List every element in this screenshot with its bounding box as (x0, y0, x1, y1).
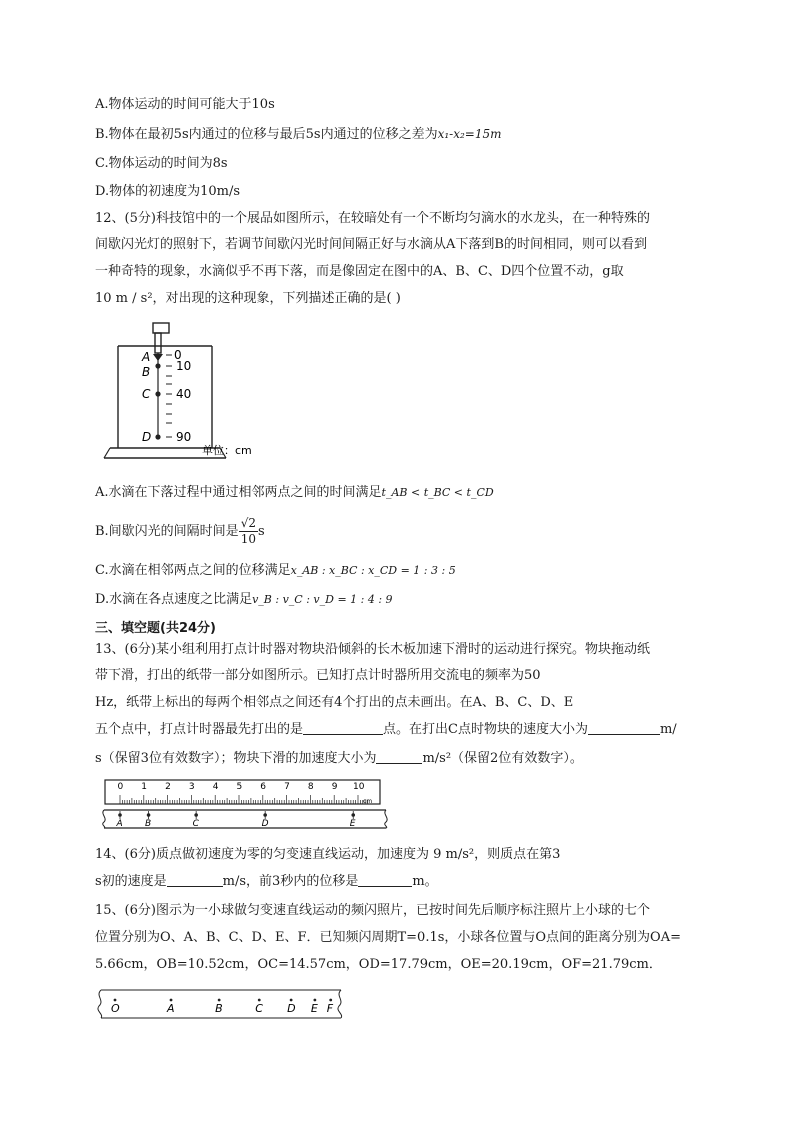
tape-point-label-b: B (145, 819, 152, 829)
q11-option-d: D.物体的初速度为10m/s (95, 184, 241, 199)
q13-stem-line-1: 13、(6分)某小组利用打点计时器对物块沿倾斜的长木板加速下滑时的运动进行探究。物块拖动纸 (95, 642, 650, 657)
q15-stem-line-3: 5.66cm，OB=10.52cm，OC=14.57cm，OD=17.79cm，OE=20.19cm，OF=21.79cm． (95, 957, 662, 972)
ruler-unit: cm (363, 798, 373, 805)
q13-blank-3[interactable] (376, 750, 422, 764)
q13-blank-1[interactable] (303, 721, 383, 735)
strobe-point-label-o: O (111, 1002, 120, 1015)
q13-stem-line-5 (95, 750, 583, 768)
q14-stem-line-1: 14、(6分)质点做初速度为零的匀变速直线运动，加速度为 9 m/s²，则质点在第3 (95, 847, 561, 862)
scale-label-10: 10 (176, 359, 192, 373)
strobe-point-o (114, 999, 117, 1002)
ruler-tick-label: 9 (331, 782, 338, 792)
unit-label: 单位：cm (202, 444, 252, 457)
ruler-tick-label: 3 (188, 782, 195, 792)
q12-option-a (95, 484, 494, 502)
q12-option-b-fraction (239, 516, 258, 547)
q11-option-a: A.物体运动的时间可能大于10s (95, 97, 275, 112)
section-title: 三、填空题(共24分) (95, 621, 216, 636)
q15-stem-line-2: 位置分别为O、A、B、C、D、E、F．已知频闪周期T=0.1s，小球各位置与O点间的距离分别为OA= (95, 930, 681, 945)
q14-blank-1[interactable] (167, 873, 223, 887)
q14-stem-line-2 (95, 873, 438, 891)
strobe-point-d (290, 999, 293, 1002)
ruler-tick-label: 10 (353, 782, 365, 792)
q14-line-2-text-c: m。 (412, 874, 438, 889)
strobe-point-e (313, 999, 316, 1002)
tape-point-label-d: D (261, 819, 269, 829)
strobe-point-c (258, 999, 261, 1002)
q13-line-4-text-b: 点。在打出C点时物块的速度大小为 (383, 722, 588, 737)
tape-point-label-c: C (192, 819, 199, 829)
point-label-c: C (142, 387, 151, 401)
ruler-tick-label: 1 (141, 782, 148, 792)
q14-blank-2[interactable] (358, 873, 412, 887)
q11-option-b (95, 125, 502, 144)
strobe-point-label-c: C (255, 1002, 263, 1015)
tape-point-label-a: A (116, 819, 123, 829)
q12-option-c-text: C.水滴在相邻两点之间的位移满足 (95, 563, 291, 578)
q13-ruler-tape-figure (100, 778, 390, 836)
q12-option-b-unit: s (257, 524, 265, 539)
q11-option-b-expr: x₁-x₂=15m (437, 127, 502, 141)
ruler-tick-label: 4 (212, 782, 219, 792)
ruler-tick-label: 7 (284, 782, 290, 792)
scale-label-90: 90 (176, 430, 192, 444)
q12-dripping-faucet-figure (100, 320, 290, 470)
q13-line-5-text-a: s（保留3位有效数字）；物块下滑的加速度大小为 (95, 751, 377, 766)
q12-option-b-numerator: √2 (240, 516, 256, 530)
q13-stem-line-4 (95, 721, 677, 739)
q12-option-c (95, 562, 456, 580)
q13-stem-line-3: Hz，纸带上标出的每两个相邻点之间还有4个打出的点未画出。在A、B、C、D、E (95, 695, 574, 710)
q12-option-d-expr: v_B : v_C : v_D = 1 : 4 : 9 (252, 593, 393, 606)
strobe-point-label-f: F (326, 1002, 334, 1015)
tape-point-label-e: E (349, 819, 356, 829)
q12-stem-line-4: 10 m / s²，对出现的这种现象，下列描述正确的是( ) (95, 291, 401, 306)
point-label-d: D (142, 430, 152, 444)
q15-strobe-photo-figure (95, 984, 350, 1024)
ruler-tick-label: 6 (260, 782, 267, 792)
q12-option-b-text: B.间歇闪光的间隔时间是 (95, 524, 239, 539)
q12-option-a-text: A.水滴在下落过程中通过相邻两点之间的时间满足 (95, 485, 382, 500)
q12-option-d-text: D.水滴在各点速度之比满足 (95, 592, 253, 607)
ruler-tick-label: 2 (165, 782, 171, 792)
point-label-b: B (142, 365, 151, 379)
q12-stem-line-2: 间歇闪光灯的照射下，若调节间歇闪光时间间隔正好与水滴从A下落到B的时间相同，则可以看到 (95, 237, 647, 252)
ruler-tick-label: 0 (117, 782, 124, 792)
q15-stem-line-1: 15、(6分)图示为一小球做匀变速直线运动的频闪照片，已按时间先后顺序标注照片上小球的七个 (95, 903, 650, 918)
point-label-a: A (142, 350, 151, 364)
strobe-point-label-a: A (167, 1002, 175, 1015)
scale-label-0: 0 (174, 348, 182, 362)
strobe-point-b (218, 999, 221, 1002)
ruler-tick-label: 8 (307, 782, 314, 792)
scale-label-40: 40 (176, 387, 192, 401)
q13-line-4-text-c: m/ (659, 722, 677, 737)
q13-stem-line-2: 带下滑，打出的纸带一部分如图所示。已知打点计时器所用交流电的频率为50 (95, 668, 541, 683)
q14-line-2-text-a: s初的速度是 (95, 874, 167, 889)
q12-option-d (95, 591, 393, 609)
q13-line-4-text-a: 五个点中，打点计时器最先打出的是 (95, 722, 304, 737)
q12-option-b (95, 513, 265, 551)
strobe-point-label-d: D (287, 1002, 296, 1015)
q11-option-c: C.物体运动的时间为8s (95, 156, 228, 171)
q12-option-a-expr: t_AB < t_BC < t_CD (381, 486, 494, 499)
ruler-tick-label: 5 (236, 782, 243, 792)
strobe-point-label-e: E (310, 1002, 318, 1015)
strobe-point-a (170, 999, 173, 1002)
strobe-point-f (329, 999, 332, 1002)
strobe-point-label-b: B (215, 1002, 223, 1015)
q12-stem-line-3: 一种奇特的现象，水滴似乎不再下落，而是像固定在图中的A、B、C、D四个位置不动，g取 (95, 264, 624, 279)
q11-option-b-text: B.物体在最初5s内通过的位移与最后5s内通过的位移之差为 (95, 127, 438, 142)
q12-option-c-expr: x_AB : x_BC : x_CD = 1 : 3 : 5 (290, 564, 456, 577)
q14-line-2-text-b: m/s，前3秒内的位移是 (222, 874, 359, 889)
q13-blank-2[interactable] (588, 721, 660, 735)
q12-option-b-denominator: 10 (240, 532, 256, 546)
q12-stem-line-1: 12、(5分)科技馆中的一个展品如图所示，在较暗处有一个不断均匀滴水的水龙头，在一种特殊的 (95, 211, 650, 226)
q13-line-5-text-b: m/s²（保留2位有效数字）。 (422, 751, 583, 766)
